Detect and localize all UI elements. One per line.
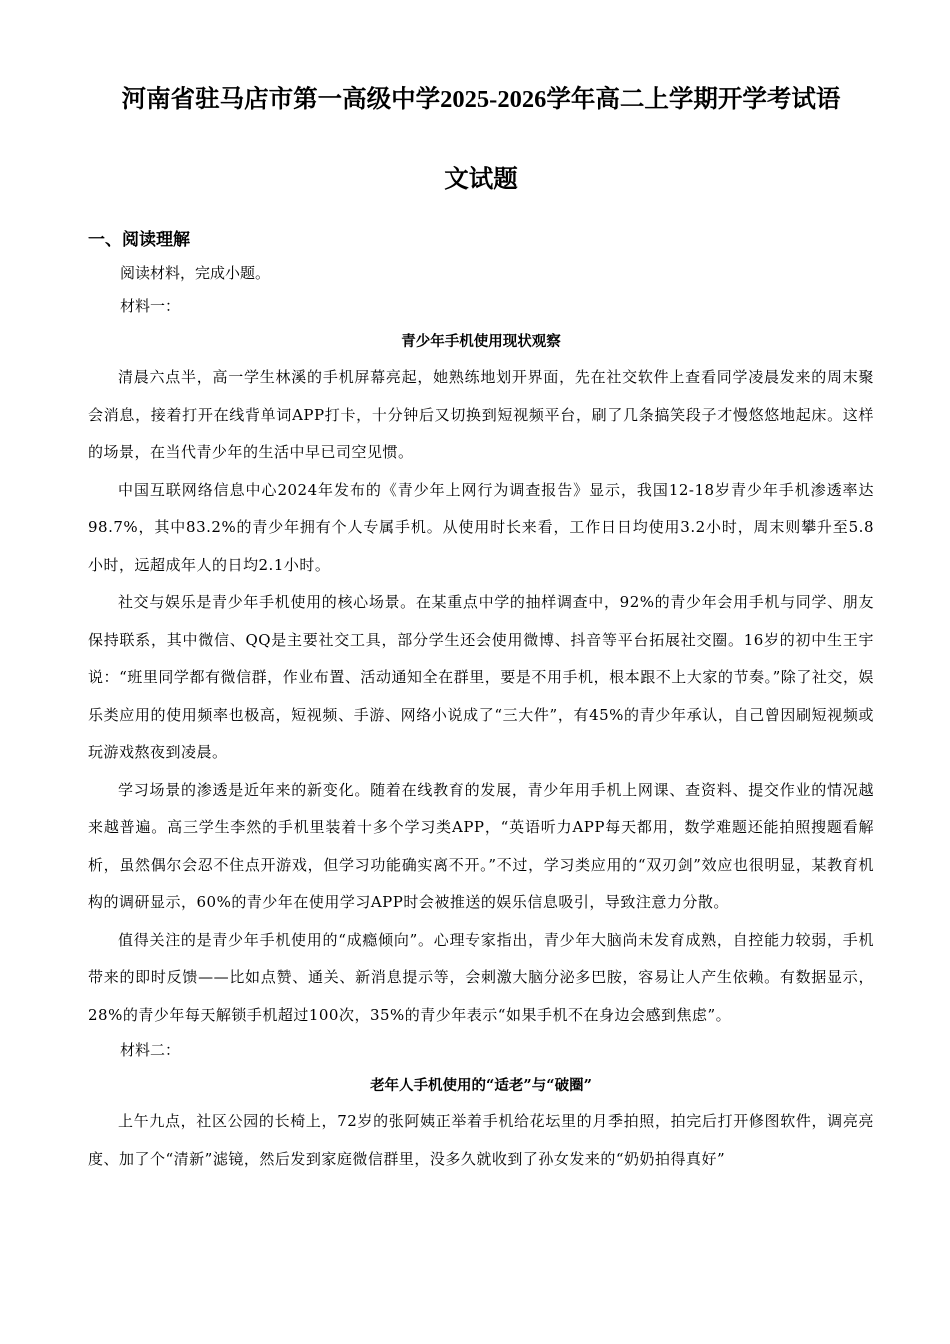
document-page [88,82,874,1178]
material-1-label: 材料一： [120,297,181,315]
material-1-title: 青少年手机使用现状观察 [401,333,561,350]
material-1-paragraph: 清晨六点半，高一学生林溪的手机屏幕亮起，她熟练地划开界面，先在社交软件上查看同学凌晨发来的周末聚会消息，接着打开在线背单词APP打卡，十分钟后又切换到短视频平台，刷了几条搞笑段子才慢悠悠地起床。这样的场景，在当代青少年的生活中早已司空见惯。 [88,368,874,461]
document-title-line-1: 河南省驻马店市第一高级中学2025-2026学年高二上学期开学考试语 [121,86,841,113]
instruction-text: 阅读材料，完成小题。 [120,264,271,282]
material-1-paragraph: 中国互联网络信息中心2024年发布的《青少年上网行为调查报告》显示，我国12-18岁青少年手机渗透率达98.7%，其中83.2%的青少年拥有个人专属手机。从使用时长来看，工作日日均使用3.2小时，周末则攀升至5.8小时，远超成年人的日均2.1小时。 [88,480,874,574]
material-2-paragraph: 上午九点，社区公园的长椅上，72岁的张阿姨正举着手机给花坛里的月季拍照，拍完后打开修图软件，调亮亮度、加了个“清新”滤镜，然后发到家庭微信群里，没多久就收到了孙女发来的“奶奶拍得真好” [88,1112,874,1168]
material-2-label: 材料二： [120,1041,181,1059]
document-title-line-2: 文试题 [444,166,518,193]
material-1-paragraph: 学习场景的渗透是近年来的新变化。随着在线教育的发展，青少年用手机上网课、查资料、提交作业的情况越来越普遍。高三学生李然的手机里装着十多个学习类APP，“英语听力APP每天都用，数学难题还能拍照搜题看解析，虽然偶尔会忍不住点开游戏，但学习功能确实离不开。”不过，学习类应用的“双刃剑”效应也很明显，某教育机构的调研显示，60%的青少年在使用学习APP时会被推送的娱乐信息吸引，导致注意力分散。 [88,780,874,911]
material-1-paragraph: 值得关注的是青少年手机使用的“成瘾倾向”。心理专家指出，青少年大脑尚未发育成熟，自控能力较弱，手机带来的即时反馈——比如点赞、通关、新消息提示等，会刺激大脑分泌多巴胺，容易让人产生依赖。有数据显示，28%的青少年每天解锁手机超过100次，35%的青少年表示“如果手机不在身边会感到焦虑”。 [88,930,874,1024]
material-1-paragraph: 社交与娱乐是青少年手机使用的核心场景。在某重点中学的抽样调查中，92%的青少年会用手机与同学、朋友保持联系，其中微信、QQ是主要社交工具，部分学生还会使用微博、抖音等平台拓展社交圈。16岁的初中生王宇说：“班里同学都有微信群，作业布置、活动通知全在群里，要是不用手机，根本跟不上大家的节奏。”除了社交，娱乐类应用的使用频率也极高，短视频、手游、网络小说成了“三大件”，有45%的青少年承认，自己曾因刷短视频或玩游戏熬夜到凌晨。 [88,593,874,761]
section-heading-reading: 一、阅读理解 [88,230,190,250]
material-2-title: 老年人手机使用的“适老”与“破圈” [370,1077,592,1094]
